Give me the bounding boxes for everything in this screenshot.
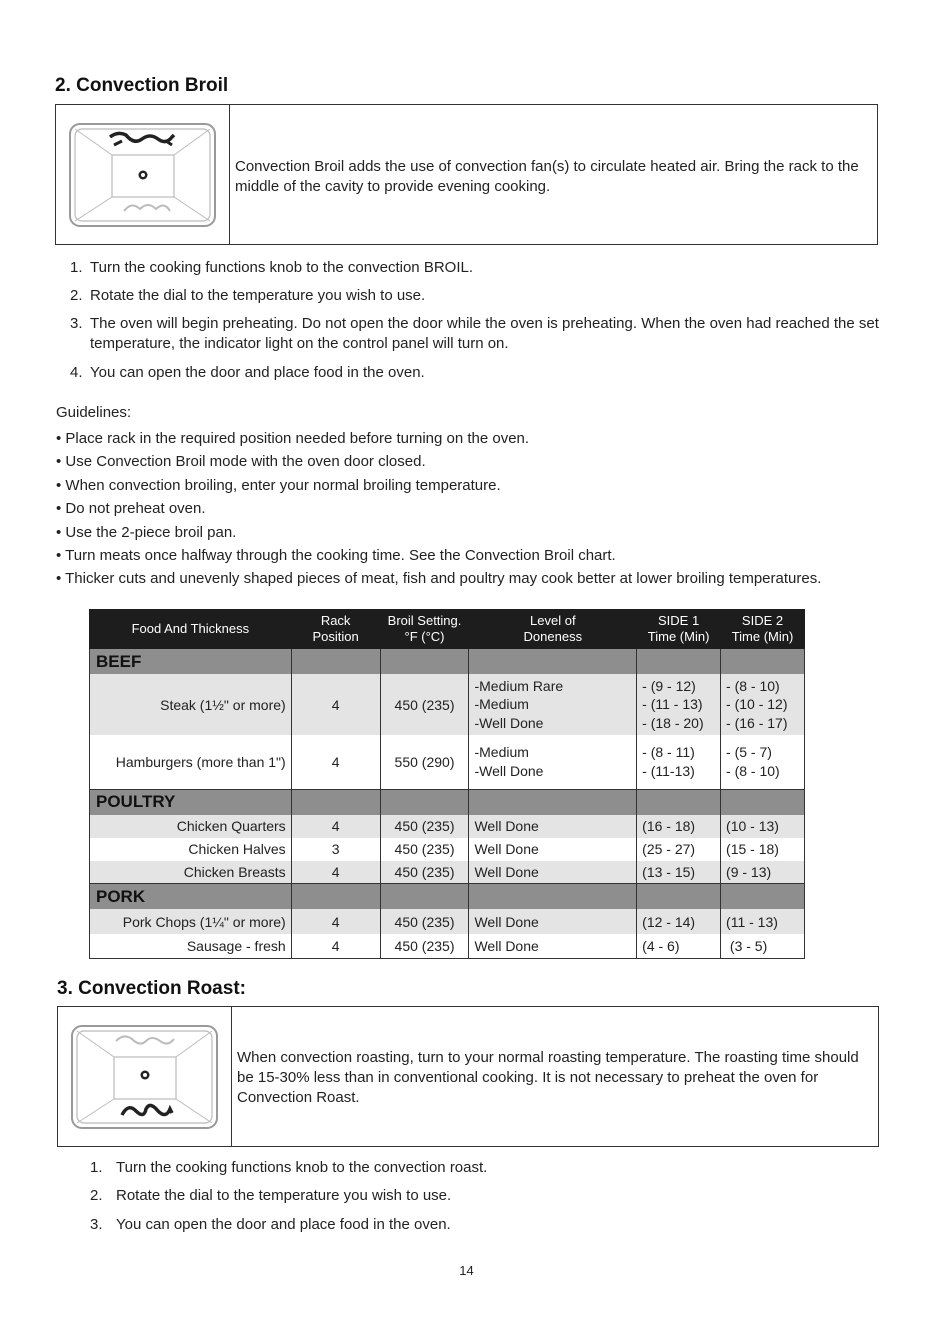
category-label: POULTRY [90, 789, 292, 815]
food-cell: Steak (1½" or more) [90, 674, 292, 735]
side1-line: - (8 - 11) [642, 744, 695, 761]
food-cell: Chicken Halves [90, 838, 292, 861]
doneness-line: -Medium Rare [474, 677, 564, 694]
step-text: Turn the cooking functions knob to the convection BROIL. [90, 259, 473, 276]
doneness-line: -Medium [474, 744, 529, 761]
convection-roast-oven-icon [58, 1007, 231, 1148]
section-heading-convection-broil: 2. Convection Broil [55, 75, 229, 96]
category-row-pork [90, 884, 805, 910]
table-row [90, 838, 805, 861]
side2-cell: (15 - 18) [721, 838, 805, 861]
convection-broil-info-box [55, 104, 878, 245]
convection-roast-info-box [57, 1006, 879, 1147]
food-cell: Chicken Quarters [90, 815, 292, 838]
rack-cell: 4 [291, 861, 380, 884]
setting-cell: 450 (235) [380, 934, 469, 958]
side2-cell [721, 674, 805, 735]
guidelines-list [56, 427, 916, 591]
setting-cell: 450 (235) [380, 861, 469, 884]
table-header-row [90, 610, 805, 649]
convection-roast-steps [90, 1158, 890, 1238]
food-cell: Hamburgers (more than 1") [90, 735, 292, 789]
step-number: 2. [90, 1187, 103, 1204]
page-number: 14 [459, 1263, 474, 1278]
table-row [90, 735, 805, 789]
side1-line: - (9 - 12) [642, 677, 696, 694]
step-number: 1. [70, 259, 83, 276]
table-row [90, 861, 805, 884]
step-text: Turn the cooking functions knob to the convection roast. [116, 1159, 488, 1176]
doneness-cell: Well Done [469, 815, 637, 838]
food-cell: Pork Chops (1¼" or more) [90, 909, 292, 934]
rack-cell: 3 [291, 838, 380, 861]
icon-cell [56, 105, 230, 244]
header-side1: SIDE 1 Time (Min) [637, 610, 721, 649]
side2-line: - (10 - 12) [726, 696, 788, 713]
side1-cell [637, 735, 721, 789]
side2-line: - (8 - 10) [726, 762, 780, 779]
side2-line: - (8 - 10) [726, 677, 780, 694]
side1-cell: (25 - 27) [637, 838, 721, 861]
step-text: The oven will begin preheating. Do not open the door while the oven is preheating. When the oven had reached the set temperature, the indicator light on the control panel will turn on. [90, 315, 879, 352]
guideline-item: • Do not preheat oven. [56, 500, 206, 518]
side2-line: - (5 - 7) [726, 744, 772, 761]
table-row [90, 909, 805, 934]
side2-cell: (10 - 13) [721, 815, 805, 838]
doneness-line: -Well Done [474, 714, 544, 731]
step-number: 3. [90, 1216, 103, 1233]
convection-roast-description: When convection roasting, turn to your normal roasting temperature. The roasting time should be 15-30% less than in conventional cooking. It is not necessary to preheat the oven for Convection Roast. [237, 1049, 859, 1106]
setting-cell: 450 (235) [380, 838, 469, 861]
doneness-line: -Well Done [474, 762, 544, 779]
step-text: You can open the door and place food in the oven. [90, 364, 425, 381]
doneness-cell: Well Done [469, 861, 637, 884]
guideline-item: • Turn meats once halfway through the cooking time. See the Convection Broil chart. [56, 547, 616, 565]
food-cell: Sausage - fresh [90, 934, 292, 958]
side2-cell: (3 - 5) [721, 934, 805, 958]
header-setting: Broil Setting. °F (°C) [380, 610, 469, 649]
rack-cell: 4 [291, 815, 380, 838]
convection-broil-chart [89, 609, 805, 959]
guideline-item: • Use the 2-piece broil pan. [56, 523, 237, 541]
rack-cell: 4 [291, 674, 380, 735]
side2-cell: (11 - 13) [721, 909, 805, 934]
step-text: Rotate the dial to the temperature you wish to use. [90, 287, 426, 304]
category-row-poultry [90, 789, 805, 815]
guideline-item: • Thicker cuts and unevenly shaped pieces of meat, fish and poultry may cook better at lower broiling temperatures. [56, 570, 822, 588]
doneness-cell [469, 735, 637, 789]
doneness-cell: Well Done [469, 909, 637, 934]
convection-broil-description: Convection Broil adds the use of convection fan(s) to circulate heated air. Bring the rack to the middle of the cavity to provide evening cooking. [235, 158, 859, 195]
step-number: 4. [70, 364, 83, 381]
side2-cell [721, 735, 805, 789]
icon-cell [58, 1007, 232, 1146]
header-side2: SIDE 2 Time (Min) [721, 610, 805, 649]
convection-broil-steps [70, 258, 890, 388]
step-number: 3. [70, 315, 83, 332]
setting-cell: 450 (235) [380, 909, 469, 934]
header-doneness: Level of Doneness [469, 610, 637, 649]
table-row [90, 674, 805, 735]
category-label: BEEF [90, 649, 292, 675]
side1-cell [637, 674, 721, 735]
table-row [90, 934, 805, 958]
guideline-item: • Place rack in the required position needed before turning on the oven. [56, 430, 530, 447]
side1-line: - (11-13) [642, 762, 695, 779]
guideline-item: • Use Convection Broil mode with the oven door closed. [56, 453, 426, 471]
side1-cell: (4 - 6) [637, 934, 721, 958]
step-text: Rotate the dial to the temperature you wish to use. [116, 1187, 452, 1204]
side2-cell: (9 - 13) [721, 861, 805, 884]
side1-line: - (18 - 20) [642, 714, 704, 731]
convection-broil-oven-icon [56, 105, 229, 246]
guideline-item: • When convection broiling, enter your normal broiling temperature. [56, 476, 501, 494]
setting-cell: 450 (235) [380, 815, 469, 838]
rack-cell: 4 [291, 909, 380, 934]
guidelines-title: Guidelines: [56, 404, 132, 421]
side1-cell: (12 - 14) [637, 909, 721, 934]
side1-cell: (16 - 18) [637, 815, 721, 838]
doneness-cell [469, 674, 637, 735]
doneness-cell: Well Done [469, 934, 637, 958]
side1-line: - (11 - 13) [642, 696, 703, 713]
step-number: 1. [90, 1159, 103, 1176]
table-row [90, 815, 805, 838]
setting-cell: 550 (290) [380, 735, 469, 789]
side2-line: - (16 - 17) [726, 714, 788, 731]
setting-cell: 450 (235) [380, 674, 469, 735]
header-rack: Rack Position [291, 610, 380, 649]
rack-cell: 4 [291, 735, 380, 789]
step-number: 2. [70, 287, 83, 304]
header-food: Food And Thickness [90, 610, 292, 649]
section-heading-convection-roast: 3. Convection Roast: [57, 978, 246, 999]
category-row-beef [90, 649, 805, 675]
doneness-cell: Well Done [469, 838, 637, 861]
category-label: PORK [90, 884, 292, 910]
food-cell: Chicken Breasts [90, 861, 292, 884]
side1-cell: (13 - 15) [637, 861, 721, 884]
doneness-line: -Medium [474, 696, 529, 713]
step-text: You can open the door and place food in the oven. [116, 1216, 451, 1233]
rack-cell: 4 [291, 934, 380, 958]
